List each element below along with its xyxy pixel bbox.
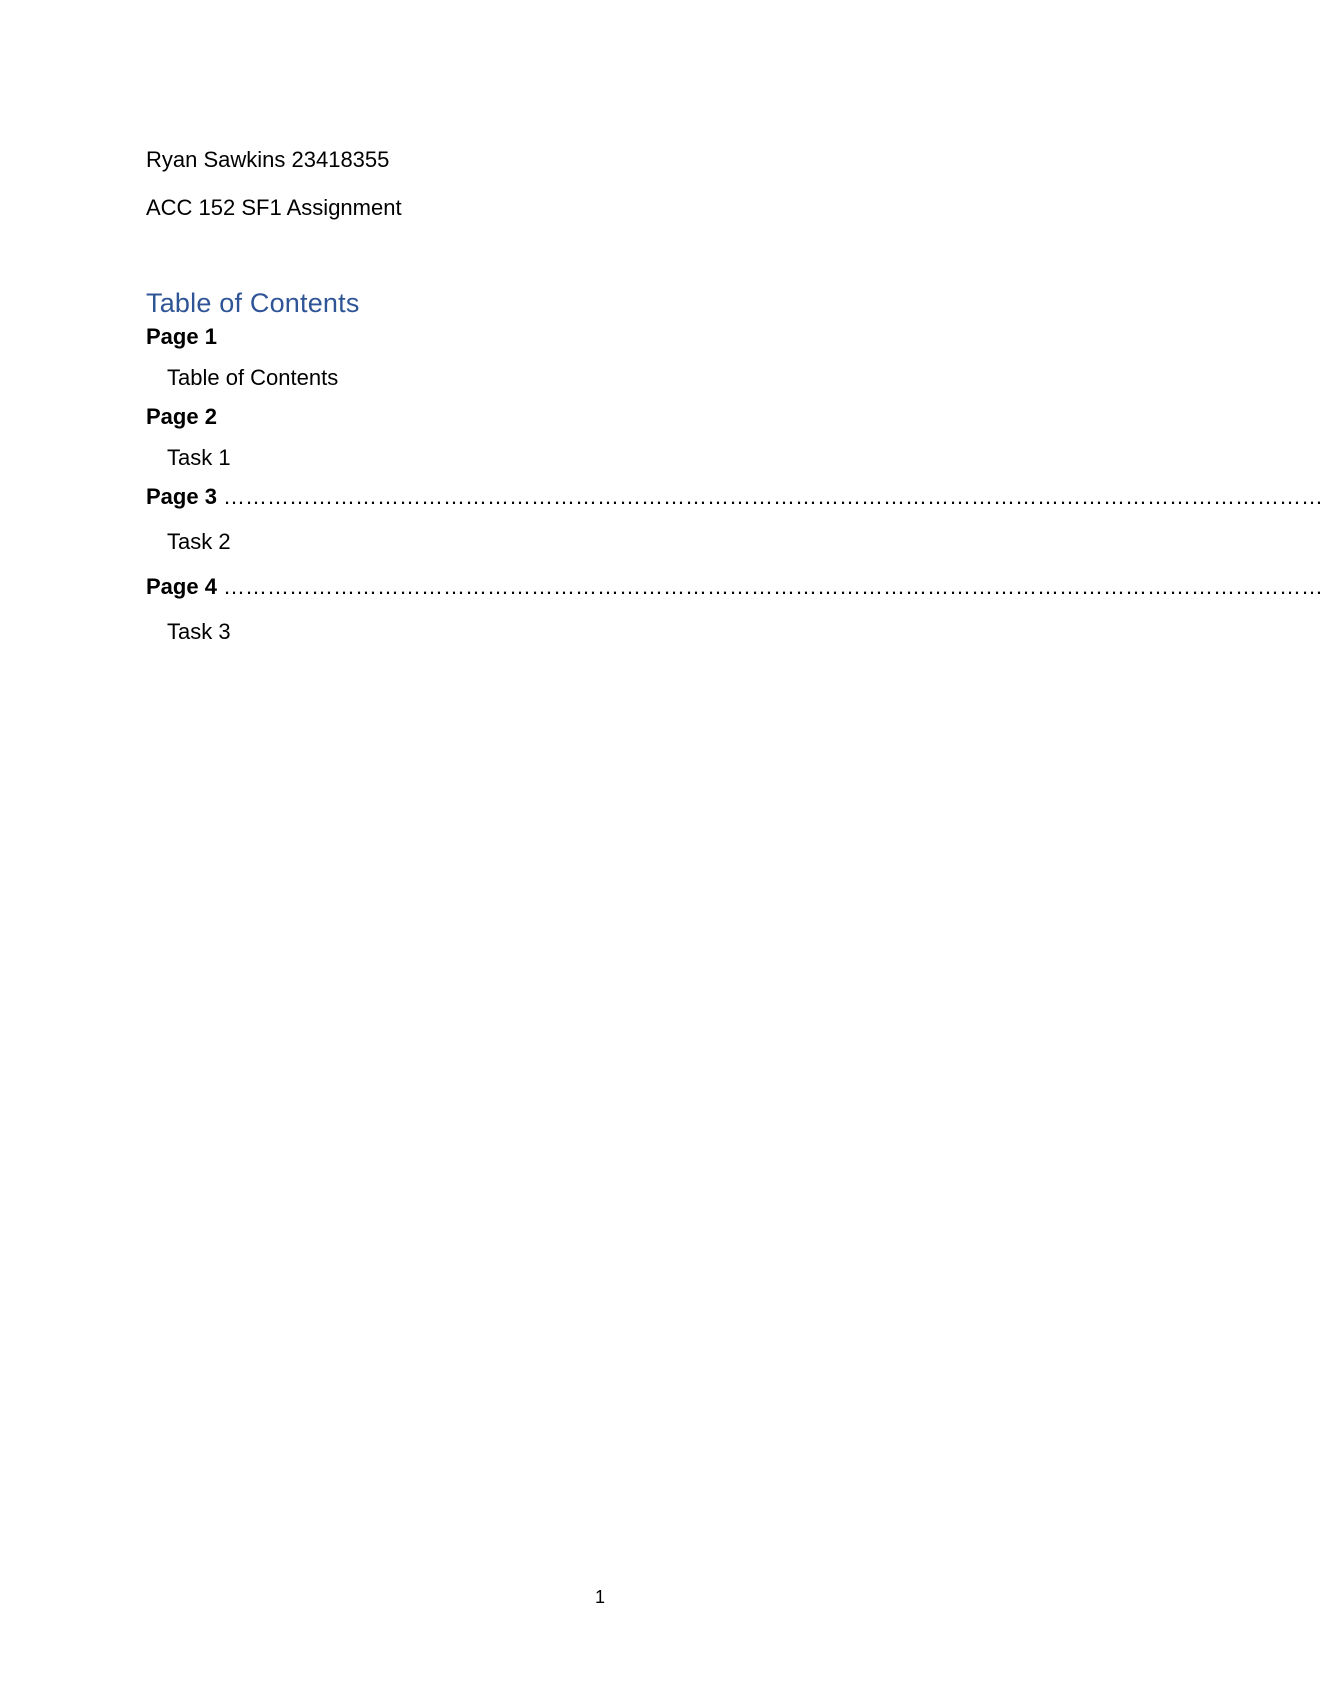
toc-page-label	[146, 572, 1323, 602]
toc-page-number: Page 3	[146, 484, 217, 509]
toc-item-title: Task 2	[167, 529, 231, 554]
toc-page-number: Page 1	[146, 324, 217, 349]
toc-page-label	[146, 322, 1066, 352]
toc-entry	[146, 322, 1066, 392]
toc-page-label	[146, 482, 1323, 512]
toc-page-number: Page 2	[146, 404, 217, 429]
toc-entry	[146, 572, 1323, 646]
author-line: Ryan Sawkins 23418355	[146, 147, 390, 172]
toc-leader-dots: ……………………………………………………………………………………………………………………………………	[216, 574, 1323, 599]
toc-item-title: Table of Contents	[167, 365, 339, 390]
toc-entry	[146, 482, 1323, 556]
toc-item-title: Task 1	[167, 445, 231, 470]
toc-heading: Table of Contents	[146, 288, 360, 318]
toc-item-title: Task 3	[167, 619, 231, 644]
toc-page-label	[146, 402, 1066, 432]
toc-page-number: Page 4	[146, 574, 217, 599]
toc-leader-dots: ……………………………………………………………………………………………………………………………………	[216, 484, 1323, 509]
toc-entry	[146, 402, 1066, 472]
page-content	[146, 146, 1323, 646]
footer-page-number: 1	[594, 1587, 605, 1607]
course-line: ACC 152 SF1 Assignment	[146, 195, 402, 220]
